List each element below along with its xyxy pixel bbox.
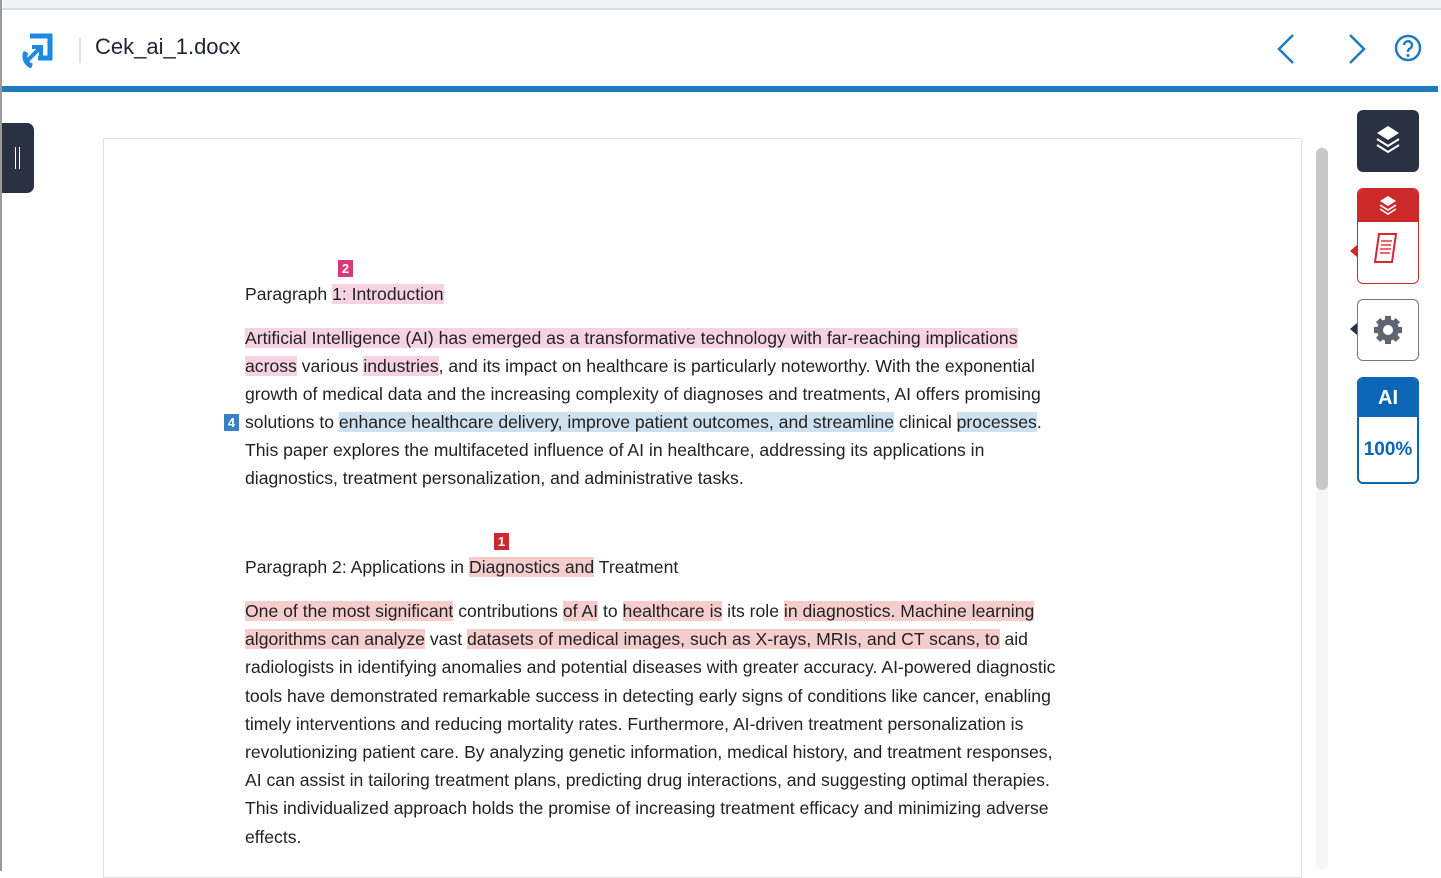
paragraph-2-heading [245, 555, 678, 579]
highlight-red[interactable]: One of the most significant [245, 601, 454, 621]
scrollbar[interactable] [1316, 146, 1328, 870]
text-run: aid [999, 629, 1028, 650]
paragraph-1-line [245, 382, 1041, 406]
text-run: various [296, 356, 364, 376]
document-page [103, 138, 1302, 878]
window-top-strip [0, 0, 1441, 10]
settings-button[interactable] [1357, 299, 1419, 361]
highlight-pink[interactable]: 1: Introduction [332, 284, 444, 304]
document-filename: Cek_ai_1.docx [95, 34, 241, 59]
highlight-pink[interactable]: industries [363, 356, 439, 376]
scrollbar-thumb[interactable] [1316, 148, 1328, 490]
text-run: revolutionizing patient care. By analyzing genetic information, medical history, and treatment responses, [245, 742, 1053, 762]
highlight-pink[interactable]: Artificial Intelligence (AI) has emerged as a transformative technology with far-reaching implications [245, 328, 1018, 348]
chevron-right-icon[interactable] [1339, 32, 1373, 66]
paragraph-1-line [245, 410, 1042, 434]
text-run: Treatment [594, 557, 679, 577]
ai-score: 100% [1363, 439, 1413, 460]
paragraph-2-line [245, 825, 301, 849]
annotation-marker-2[interactable]: 2 [338, 260, 353, 277]
chevron-left-icon[interactable] [1270, 32, 1304, 66]
paragraph-2-line [245, 599, 1034, 623]
annotation-marker-1[interactable]: 1 [494, 533, 509, 550]
paragraph-1-line [245, 466, 744, 490]
annotation-marker-4[interactable]: 4 [224, 414, 239, 431]
gear-icon [1358, 300, 1418, 360]
text-run: to [598, 601, 623, 621]
text-run: Paragraph [245, 284, 333, 304]
text-run: radiologists in identifying anomalies and potential diseases with greater accuracy. AI-powered diagnostic [245, 657, 1056, 678]
text-run: clinical [894, 412, 957, 432]
left-panel-toggle[interactable] [2, 123, 34, 193]
paragraph-2-line [245, 655, 1055, 679]
report-document-icon [1358, 222, 1418, 282]
paragraph-1-line [245, 354, 1035, 378]
plagiarism-report-button[interactable] [1357, 188, 1419, 284]
text-run: This paper explores the multifaceted influence of AI in healthcare, addressing its applications in [245, 440, 985, 460]
header-divider [79, 37, 81, 63]
text-run: , and its impact on healthcare is particularly noteworthy. With the exponential [438, 356, 1035, 376]
text-run: timely interventions and reducing mortality rates. Furthermore, AI-driven treatment personalization is [245, 713, 1024, 734]
paragraph-2-line [245, 740, 1052, 764]
header-accent-bar [2, 86, 1438, 92]
text-run: solutions to [245, 412, 339, 432]
ai-score-button[interactable] [1357, 377, 1419, 484]
help-circle-icon[interactable] [1394, 34, 1422, 62]
paragraph-1-heading [245, 282, 444, 306]
app-logo-icon[interactable] [18, 32, 54, 68]
highlight-pink[interactable]: across [245, 356, 297, 376]
ai-label: AI [1359, 379, 1417, 417]
layers-icon [1358, 189, 1418, 222]
paragraph-2-line [245, 684, 1051, 708]
text-run: growth of medical data and the increasing complexity of diagnoses and treatments, AI offers promising [245, 384, 1041, 404]
text-run: . [1036, 412, 1042, 432]
highlight-red[interactable]: healthcare is [622, 601, 723, 621]
text-run: diagnostics, treatment personalization, and administrative tasks. [245, 468, 744, 488]
text-run: contributions [453, 601, 563, 621]
paragraph-2-line [245, 712, 1023, 736]
settings-pointer [1350, 323, 1357, 335]
text-run: its role [722, 601, 784, 621]
text-run: effects. [245, 826, 302, 847]
highlight-red[interactable]: datasets of medical images, such as X-rays, MRIs, and CT scans, to [467, 629, 1000, 650]
text-run: Paragraph 2: Applications in [245, 557, 469, 577]
paragraph-1-line [245, 326, 1018, 350]
highlight-blue[interactable]: processes [956, 412, 1037, 432]
active-pointer [1350, 245, 1357, 257]
highlight-red[interactable]: algorithms can analyze [245, 629, 425, 650]
header-bar [2, 10, 1438, 86]
text-run: This individualized approach holds the promise of increasing treatment efficacy and minimizing adverse [245, 798, 1049, 819]
highlight-blue[interactable]: enhance healthcare delivery, improve patient outcomes, and streamline [338, 412, 895, 432]
paragraph-2-line [245, 627, 1028, 651]
text-run: vast [424, 629, 467, 650]
highlight-red[interactable]: of AI [562, 601, 599, 621]
highlight-red[interactable]: in diagnostics. Machine learning [783, 601, 1035, 621]
layers-button[interactable] [1357, 110, 1419, 172]
paragraph-1-line [245, 438, 984, 462]
text-run: AI can assist in tailoring treatment plans, predicting drug interactions, and suggesting optimal therapies. [245, 770, 1050, 791]
layers-icon [1357, 110, 1419, 172]
text-run: tools have demonstrated remarkable success in detecting early signs of conditions like cancer, enabling [245, 685, 1051, 706]
paragraph-2-line [245, 768, 1050, 792]
highlight-red[interactable]: Diagnostics and [468, 557, 595, 577]
paragraph-2-line [245, 796, 1049, 820]
